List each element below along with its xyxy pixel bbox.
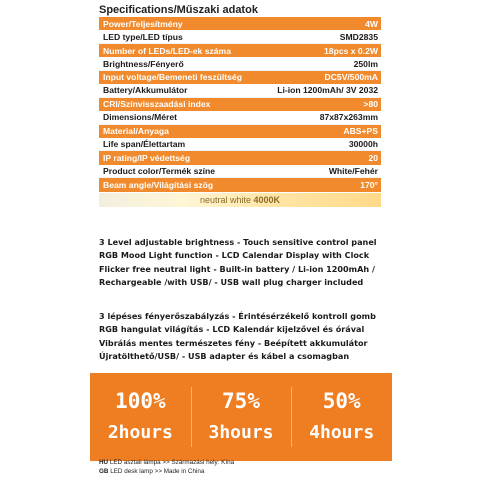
footer-gb-text: LED desk lamp >> Made in China xyxy=(110,468,205,475)
spec-label: Life span/Élettartam xyxy=(103,139,186,150)
beam-color-kelvin: 4000K xyxy=(253,194,281,205)
features-hungarian xyxy=(99,310,384,363)
spec-label: CRI/Színvisszaadási index xyxy=(103,99,211,110)
brightness-percent: 75% xyxy=(222,389,260,413)
spec-label: Product color/Termék színe xyxy=(103,166,216,177)
spec-value: ABS+PS xyxy=(343,126,378,137)
footer-hu xyxy=(99,459,234,466)
feature-line: Flicker free neutral light - Built-in battery / Li-ion 1200mAh / xyxy=(99,263,375,274)
spec-value: >80 xyxy=(363,99,378,110)
spec-row xyxy=(99,30,381,43)
spec-label: Power/Teljesítmény xyxy=(103,18,183,29)
spec-value: 20 xyxy=(368,153,378,164)
spec-value: SMD2835 xyxy=(339,31,378,42)
spec-value: 250lm xyxy=(353,58,378,69)
spec-label: IP rating/IP védettség xyxy=(103,153,191,164)
feature-line: RGB Mood Light function - LCD Calendar Display with Clock xyxy=(99,250,370,261)
spec-row xyxy=(99,165,381,178)
brightness-percent: 50% xyxy=(322,389,361,413)
spec-value: DC5V/500mA xyxy=(324,72,378,83)
feature-line: 3 Level adjustable brightness - Touch sensitive control panel xyxy=(99,237,377,247)
feature-line: Újratölthető/USB/ - USB adapter és kábel a csomagban xyxy=(99,350,350,361)
battery-duration: 3hours xyxy=(208,422,274,443)
spec-row xyxy=(99,151,381,164)
footer-hu-text: LED asztali lámpa >> Származási hely: Kína xyxy=(109,459,235,466)
spec-value: White/Fehér xyxy=(328,166,378,177)
features-english xyxy=(99,236,384,289)
spec-label: Battery/Akkumulátor xyxy=(103,85,188,96)
beam-color-label: neutral white xyxy=(199,194,251,205)
spec-label: Input voltage/Bemeneti feszültség xyxy=(103,72,242,83)
spec-value: 4W xyxy=(365,18,378,29)
spec-row xyxy=(99,138,381,151)
spec-label: Beam angle/Világítási szög xyxy=(103,179,214,190)
spec-row xyxy=(99,71,381,84)
spec-value: 30000h xyxy=(348,139,378,150)
footer-gb-code: GB xyxy=(99,468,109,475)
spec-value: 170° xyxy=(360,179,378,190)
spec-row xyxy=(99,125,381,138)
brightness-level xyxy=(291,373,392,461)
spec-row xyxy=(99,98,381,111)
battery-duration: 2hours xyxy=(107,422,173,443)
spec-title: Specifications/Műszaki adatok xyxy=(99,4,258,16)
spec-value: 87x87x263mm xyxy=(319,112,378,123)
spec-row xyxy=(99,178,381,191)
spec-label: Dimensions/Méret xyxy=(103,112,178,123)
brightness-level xyxy=(90,373,191,461)
brightness-duration-band xyxy=(90,373,392,461)
feature-line: Vibrálás mentes természetes fény - Beépített akkumulátor xyxy=(99,337,368,348)
spec-row xyxy=(99,44,381,57)
spec-label: LED type/LED típus xyxy=(103,31,183,42)
brightness-percent: 100% xyxy=(115,389,166,413)
brightness-level xyxy=(191,373,292,461)
spec-row xyxy=(99,111,381,124)
footer-hu-code: HU xyxy=(99,459,109,466)
spec-value: Li-ion 1200mAh/ 3V 2032 xyxy=(277,85,378,96)
spec-row xyxy=(99,84,381,97)
spec-row xyxy=(99,17,381,30)
battery-duration: 4hours xyxy=(309,422,375,443)
spec-label: Number of LEDs/LED-ek száma xyxy=(103,45,231,56)
spec-table xyxy=(99,17,381,207)
feature-line: 3 lépéses fényerőszabályzás - Érintésérzékelő kontroll gomb xyxy=(99,311,376,321)
spec-label: Brightness/Fényerő xyxy=(103,58,184,69)
feature-line: Rechargeable /with USB/ - USB wall plug charger included xyxy=(99,276,364,287)
spec-row xyxy=(99,57,381,70)
spec-label: Material/Anyaga xyxy=(103,126,169,137)
feature-line: RGB hangulat világítás - LCD Kalendár kijelzővel és órával xyxy=(99,324,365,335)
footer-gb xyxy=(99,468,204,475)
beam-color-strip xyxy=(99,193,381,207)
spec-value: 18pcs x 0.2W xyxy=(324,45,378,56)
